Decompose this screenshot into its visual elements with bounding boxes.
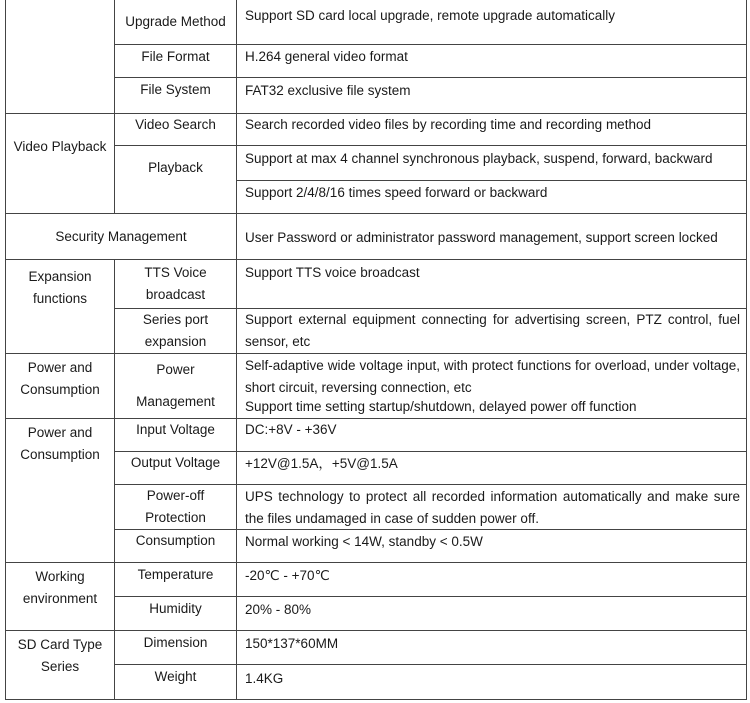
desc-video-search: Search recorded video files by recording time and recording method	[245, 117, 651, 132]
item-video-search: Video Search	[135, 117, 216, 132]
desc-weight: 1.4KG	[245, 671, 284, 686]
desc-file-format: H.264 general video format	[245, 49, 408, 64]
item-dimension: Dimension	[143, 635, 208, 650]
item-file-format: File Format	[141, 49, 210, 64]
item-weight: Weight	[154, 669, 197, 684]
category-security-management: Security Management	[55, 228, 187, 244]
desc-dimension: 150*137*60MM	[245, 636, 339, 651]
desc-output-voltage: +12V@1.5A，+5V@1.5A	[245, 456, 398, 471]
item-upgrade-method: Upgrade Method	[125, 14, 226, 29]
desc-power-off-protection: UPS technology to protect all recorded information automatically and make sure the files undamaged in case of sudden power off.	[245, 489, 740, 526]
category-power-and-consumption: Power and Consumption	[20, 425, 100, 462]
desc-file-system: FAT32 exclusive file system	[245, 83, 411, 98]
item-consumption: Consumption	[135, 533, 216, 548]
item-input-voltage: Input Voltage	[136, 422, 215, 437]
item-humidity: Humidity	[149, 601, 202, 616]
item-output-voltage: Output Voltage	[130, 455, 221, 470]
row-divider	[236, 180, 747, 181]
item-tts-voice-broadcast: TTS Voice broadcast	[144, 265, 207, 302]
category-video-playback: Video Playback	[13, 138, 107, 154]
desc-series-port-expansion: Support external equipment connecting for advertising screen, PTZ control, fuel sensor, etc	[245, 312, 740, 349]
item-power-management: Power Management	[136, 362, 215, 409]
desc-input-voltage: DC:+8V - +36V	[245, 422, 337, 437]
table-border-bottom	[5, 699, 747, 700]
desc-upgrade-method: Support SD card local upgrade, remote upgrade automatically	[245, 8, 615, 23]
desc-power-management: Self-adaptive wide voltage input, with protect functions for overload, under voltage, short circuit, reversing connection, etc	[245, 358, 740, 395]
desc-tts-voice-broadcast: Support TTS voice broadcast	[245, 265, 420, 280]
table-border-right	[746, 0, 747, 700]
item-playback: Playback	[148, 160, 203, 175]
desc-temperature: -20℃ - +70℃	[245, 568, 330, 583]
desc-security-management: User Password or administrator password management, support screen locked	[245, 230, 718, 245]
category-sd-card-type-series: SD Card Type Series	[17, 637, 103, 674]
desc-playback-speed: Support 2/4/8/16 times speed forward or backward	[245, 185, 548, 200]
category-power-and-consumption: Power and Consumption	[20, 360, 100, 397]
item-power-off-protection: Power-off Protection	[145, 488, 206, 525]
category-working-environment: Working environment	[22, 569, 98, 606]
desc-humidity: 20% - 80%	[245, 602, 312, 617]
desc-playback: Support at max 4 channel synchronous playback, suspend, forward, backward	[245, 151, 713, 166]
item-file-system: File System	[140, 82, 211, 97]
item-temperature: Temperature	[137, 567, 214, 582]
desc-consumption: Normal working < 14W, standby < 0.5W	[245, 534, 483, 549]
desc-power-schedule: Support time setting startup/shutdown, delayed power off function	[245, 399, 637, 414]
category-expansion-functions: Expansion functions	[28, 268, 92, 306]
item-series-port-expansion: Series port expansion	[142, 312, 209, 349]
